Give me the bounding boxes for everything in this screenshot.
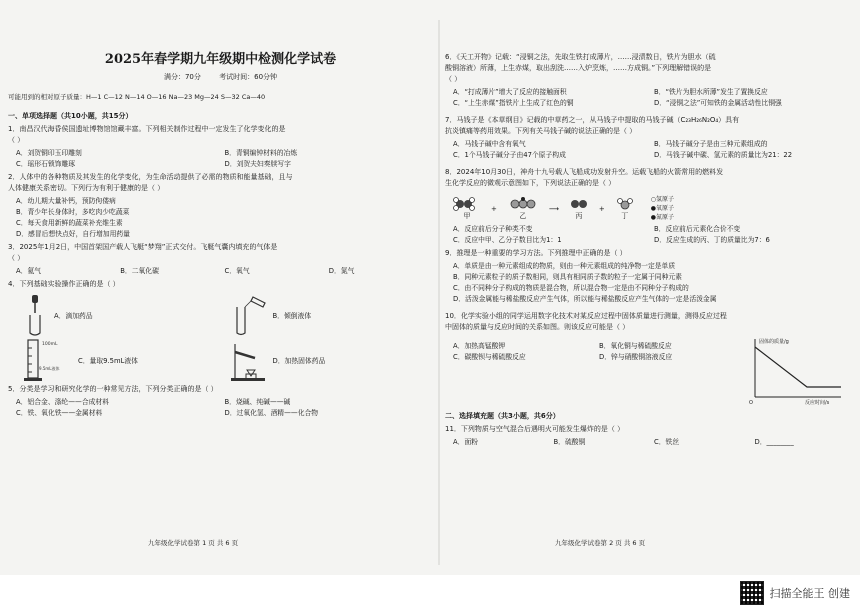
watermark-text: 扫描全能王 创建 [769,587,850,600]
option: B．青少年长身体时，多吃肉少吃蔬菜 [16,208,130,216]
molecule-ding: 丁 [615,197,635,221]
question-6-options [445,87,855,109]
option: D．氮气 [328,267,355,275]
option: C．氧气 [224,267,250,275]
exam-time: 考试时间：60分钟 [219,73,278,81]
option: D．反应生成的丙、丁的质量比为7：6 [654,236,770,244]
page-fold [438,20,440,565]
option-b-pouring: B．倾倒液体 [225,292,434,337]
option: D．感冒后想快点好，自行增加用药量 [16,230,130,238]
option: C．瑶形石锁饰雕琢 [16,160,76,168]
option: D．锌与硝酸铜溶液反应 [599,353,673,361]
option: C．反应中甲、乙分子数目比为1：1 [453,236,562,244]
atomic-masses: 可能用到的相对原子质量：H—1 C—12 N—14 O—16 Na—23 Mg—24 S—32 Ca—40 [8,93,266,101]
option: B．“铁片为胆水所薄”发生了置换反应 [654,88,768,96]
option: A．“打成薄片”增大了反应的接触面积 [453,88,567,96]
option: C．铁丝 [654,438,680,446]
full-score: 满分：70分 [163,73,201,81]
lab-operations [8,292,433,382]
cylinder-volume-label: 9.5mL液体 [39,365,60,371]
option: B．同种元素粒子的质子数相同，则具有相同质子数的粒子一定属于同种元素 [453,273,682,281]
dropper-test-tube-icon [20,293,50,337]
option: B．青铜编钟材料的冶炼 [224,149,298,157]
page-footer: 九年级化学试卷第 1 页 共 6 页 [148,539,239,547]
option: A．刘贺铜印玉印雕刻 [16,149,82,157]
question-10-body [445,335,855,405]
question-5-options [8,397,433,419]
option-a-dropper: A．滴加药品 [16,292,225,337]
option: B．二氧化碳 [120,267,159,275]
graph-x-label: 反应时间/s [805,400,830,405]
question-3-options [8,266,433,277]
question-7: 7．马钱子是《本草纲目》记载的中草药之一，从马钱子中提取的马钱子碱（C₂₃H₂₆N₂O₄）具有 抗炎镇痛等药用效果。下列有关马钱子碱的说法正确的是（ ） [445,116,740,135]
option: A．马钱子碱中含有氧气 [453,140,526,148]
option: C．碳酸钡与稀硫酸反应 [453,353,526,361]
graph-origin: O [749,400,753,405]
option: D．马钱子碱中碳、氢元素的质量比为21：22 [654,151,793,159]
exam-title: 2025年春学期九年级期中检测化学试卷 [104,52,337,67]
option: A．反应前后分子种类不变 [453,225,533,233]
question-8: 8．2024年10月30日，神舟十九号载人飞船成功发射升空。运载飞船的火箭常用的燃料发 生化学反应的微观示意图如下，下列说法正确的是（ ） [445,168,724,187]
section-heading: 一、单项选择题（共10小题，共15分） [8,112,133,120]
exam-page-1 [8,28,433,558]
question-10: 10．化学实验小组的同学运用数字化技术对某反应过程中固体质量进行测量，测得反应过程 中固体的质量与反应时间的关系如图。则该反应可能是（ ） [445,312,727,331]
question-7-options [445,139,855,161]
option: C．每天食用新鲜的蔬菜补充维生素 [16,219,123,227]
exam-page-2 [445,28,855,558]
molecule-ding-icon [615,197,635,211]
question-5: 5．分类是学习和研究化学的一种常见方法，下列分类正确的是（ ） [8,385,218,393]
graduated-cylinder-icon [20,338,74,382]
question-3: 3．2025年1月2日，中国首架国产载人飞艇“梦翔”正式交付。飞艇气囊内填充的气体是 （ ） [8,243,278,262]
option: B．氧化铜与稀硫酸反应 [599,342,672,350]
scanner-watermark [740,581,851,605]
option: A．单质是由一种元素组成的物质，则由一种元素组成的纯净物一定是单质 [453,262,676,270]
legend-item: ●氮原子 [650,214,675,221]
atom-legend [651,195,674,222]
option: A．加热高锰酸钾 [453,342,506,350]
question-6: 6．《天工开物》记载：“浸铜之法，先取生铁打成薄片，……浸渍数日，铁片为胆水（硫 酸铜溶液）所薄，上生赤煤，取出刮洗……入炉烹炼，……方成铜。”下列理解错误的是 （ ） [445,53,716,83]
molecule-yi: 乙 [507,197,539,221]
question-9: 9．推理是一种重要的学习方法。下列推理中正确的是（ ） [445,249,627,257]
option: A．氦气 [16,267,42,275]
section-heading: 二、选择填充题（共3小题，共6分） [445,412,560,420]
molecule-bing-icon [569,197,589,211]
question-1-options [8,148,433,170]
option: D．过氧化氢、酒精——化合物 [224,409,319,417]
option: C．铁、氧化铁——金属材料 [16,409,103,417]
option: D．“浸铜之法”可知铁的金属活动性比铜强 [654,99,782,107]
option: D．________ [754,438,794,446]
legend-item: ○氢原子 [650,196,675,203]
exam-meta [8,72,433,82]
legend-item: ●氧原子 [650,205,675,212]
option: C．“上生赤煤”指铁片上生成了红色的铜 [453,99,574,107]
page-footer: 九年级化学试卷第 2 页 共 6 页 [555,539,646,547]
option: B．硫酸铜 [553,438,586,446]
option: D．刘贺夫妇奏牍写字 [224,160,291,168]
graph-y-label: 固体的质量/g [759,339,789,345]
heating-apparatus-icon [229,338,269,382]
option: D．活泼金属能与稀盐酸反应产生气体，所以能与稀盐酸反应产生气体的一定是活泼金属 [453,295,717,303]
cylinder-capacity-label: 100mL [42,341,58,347]
option: B．马钱子碱分子是由三种元素组成的 [654,140,768,148]
question-11: 11．下列物质与空气混合后遇明火可能发生爆炸的是（ ） [445,425,625,433]
molecule-jia: 甲 [453,197,481,221]
molecule-bing: 丙 [569,197,589,221]
option: C．由不同种分子构成的物质是混合物，所以混合物一定是由不同种分子构成的 [453,284,689,292]
option: C．1个马钱子碱分子由47个原子构成 [453,151,566,159]
question-10-options [445,335,745,405]
option-c-cylinder: 100mL 9.5mL液体 C．量取9.5mL液体 [16,337,225,382]
option: B．烧碱、纯碱——碱 [224,398,291,406]
option-d-heating: D．加热固体药品 [225,337,434,382]
mass-time-graph [745,335,845,405]
question-4: 4．下列基础实验操作正确的是（ ） [8,280,120,288]
question-2: 2．人体中的各种物质及其发生的化学变化，为生命活动提供了必需的物质和能量基础，且与 人体健康关系密切。下列行为有利于健康的是（ ） [8,173,293,192]
option: A．铝合金、涤纶——合成材料 [16,398,110,406]
question-8-options [445,224,855,246]
option: A．面粉 [453,438,479,446]
question-1: 1．南昌汉代海昏侯国遗址博物馆馆藏丰富。下列相关制作过程中一定发生了化学变化的是 （ ） [8,125,286,144]
option: A．幼儿期大量补钙，预防佝偻病 [16,197,116,205]
molecule-jia-icon [453,197,481,211]
reaction-diagram: 甲 + 乙 ⟶ 丙 + 丁 ○氢原子 ●氧原子 ●氮原子 [453,195,855,222]
molecule-yi-icon [507,197,539,211]
question-11-options [445,437,855,448]
qr-code-icon [740,581,764,605]
option: B．反应前后元素化合价不变 [654,225,741,233]
pouring-liquid-icon [229,293,269,337]
